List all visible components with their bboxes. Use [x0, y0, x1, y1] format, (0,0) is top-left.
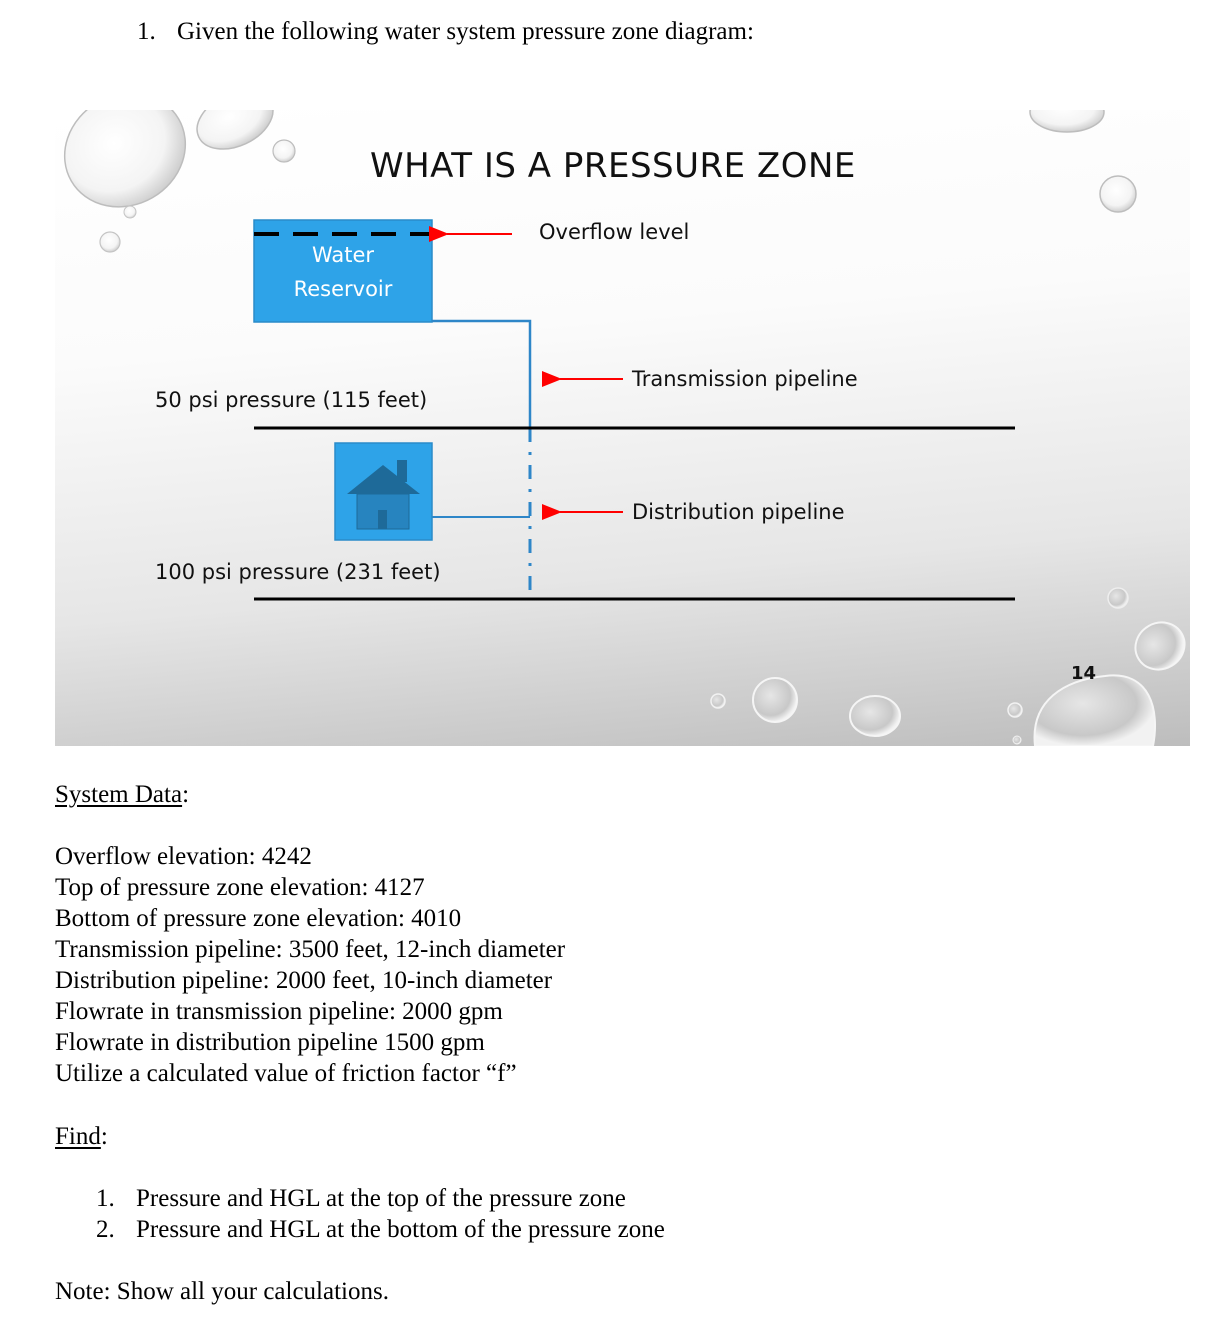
system-data-heading [55, 779, 189, 810]
question-number: 1. [137, 18, 156, 45]
data-overflow-elevation: Overflow elevation: 4242 [55, 843, 312, 870]
data-distribution-pipeline: Distribution pipeline: 2000 feet, 10-inch diameter [55, 967, 553, 994]
find-heading-text: Find [55, 1123, 101, 1150]
note-text: Note: Show all your calculations. [55, 1278, 389, 1305]
question-text: Given the following water system pressure zone diagram: [177, 18, 754, 45]
data-bottom-elevation: Bottom of pressure zone elevation: 4010 [55, 905, 462, 932]
reservoir-label-line1: Water [311, 243, 375, 267]
top-pressure-label: 50 psi pressure (115 feet) [155, 388, 428, 412]
data-top-elevation: Top of pressure zone elevation: 4127 [55, 874, 425, 901]
system-data-list [55, 841, 565, 1089]
overflow-level-label: Overflow level [539, 220, 690, 244]
reservoir-label-line2: Reservoir [293, 277, 393, 301]
find-item-text: Pressure and HGL at the top of the pressure zone [136, 1185, 626, 1212]
data-transmission-pipeline: Transmission pipeline: 3500 feet, 12-inch diameter [55, 936, 566, 963]
heading-colon: : [100, 1123, 108, 1150]
reservoir-label [254, 238, 432, 306]
data-distribution-flowrate: Flowrate in distribution pipeline 1500 gpm [55, 1029, 485, 1056]
pressure-zone-slide [55, 110, 1190, 746]
question-title [137, 16, 754, 47]
heading-colon: : [182, 781, 190, 808]
house-icon [335, 443, 432, 540]
find-list [96, 1183, 665, 1245]
find-item-text: Pressure and HGL at the bottom of the pressure zone [136, 1216, 665, 1243]
data-transmission-flowrate: Flowrate in transmission pipeline: 2000 gpm [55, 998, 503, 1025]
diagram-graphics [55, 110, 1190, 746]
slide-page-number: 14 [1071, 663, 1097, 684]
data-friction-factor: Utilize a calculated value of friction factor “f” [55, 1060, 517, 1087]
find-item [96, 1183, 665, 1214]
slide-title: WHAT IS A PRESSURE ZONE [370, 146, 856, 186]
bottom-pressure-label: 100 psi pressure (231 feet) [155, 560, 441, 584]
find-item-number: 2. [96, 1216, 115, 1243]
transmission-pipeline-label: Transmission pipeline [632, 367, 858, 391]
transmission-pipeline [432, 321, 530, 428]
find-item-number: 1. [96, 1185, 115, 1212]
find-item [96, 1214, 665, 1245]
system-data-heading-text: System Data [55, 781, 183, 808]
find-heading [55, 1121, 108, 1152]
distribution-pipeline-label: Distribution pipeline [632, 500, 845, 524]
